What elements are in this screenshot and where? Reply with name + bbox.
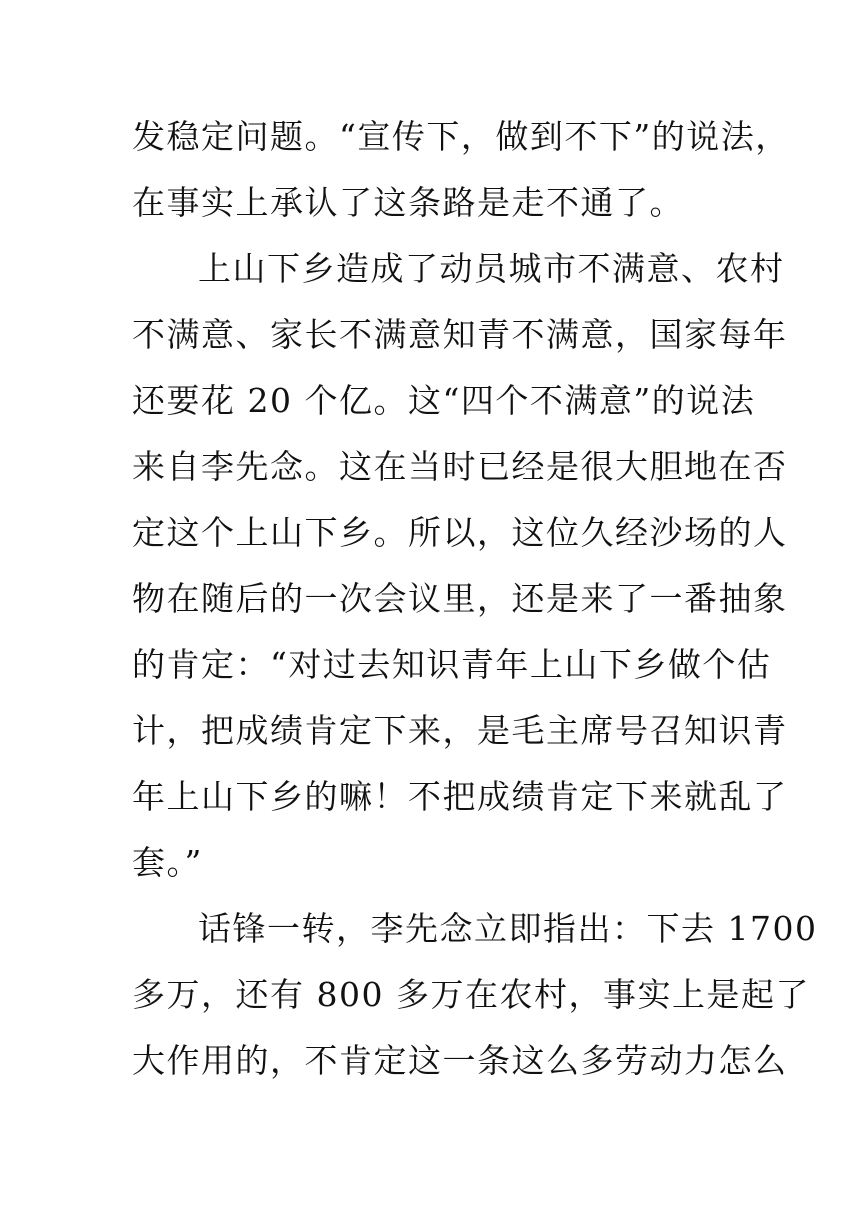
text-line: 定这个上山下乡。所以，这位久经沙场的人 <box>132 513 788 552</box>
text-line: 套。” <box>132 843 203 882</box>
text-line: 不满意、家长不满意知青不满意，国家每年 <box>132 315 788 354</box>
text-line: 发稳定问题。“宣传下，做到不下”的说法， <box>132 117 790 156</box>
text-line: 在事实上承认了这条路是走不通了。 <box>132 183 684 222</box>
text-line: 来自李先念。这在当时已经是很大胆地在否 <box>132 447 788 486</box>
text-line: 计，把成绩肯定下来，是毛主席号召知识青 <box>132 711 788 750</box>
paragraph-start-line: 话锋一转，李先念立即指出：下去 1700 <box>198 909 818 948</box>
text-line: 物在随后的一次会议里，还是来了一番抽象 <box>132 579 788 618</box>
text-line: 还要花 20 个亿。这“四个不满意”的说法 <box>132 381 756 420</box>
body-text <box>132 104 818 1094</box>
text-line: 年上山下乡的嘛！不把成绩肯定下来就乱了 <box>132 777 788 816</box>
text-line: 大作用的，不肯定这一条这么多劳动力怎么 <box>132 1041 788 1080</box>
paragraph-start-line: 上山下乡造成了动员城市不满意、农村 <box>198 249 785 288</box>
text-line: 的肯定：“对过去知识青年上山下乡做个估 <box>132 645 772 684</box>
text-line: 多万，还有 800 多万在农村，事实上是起了 <box>132 975 810 1014</box>
